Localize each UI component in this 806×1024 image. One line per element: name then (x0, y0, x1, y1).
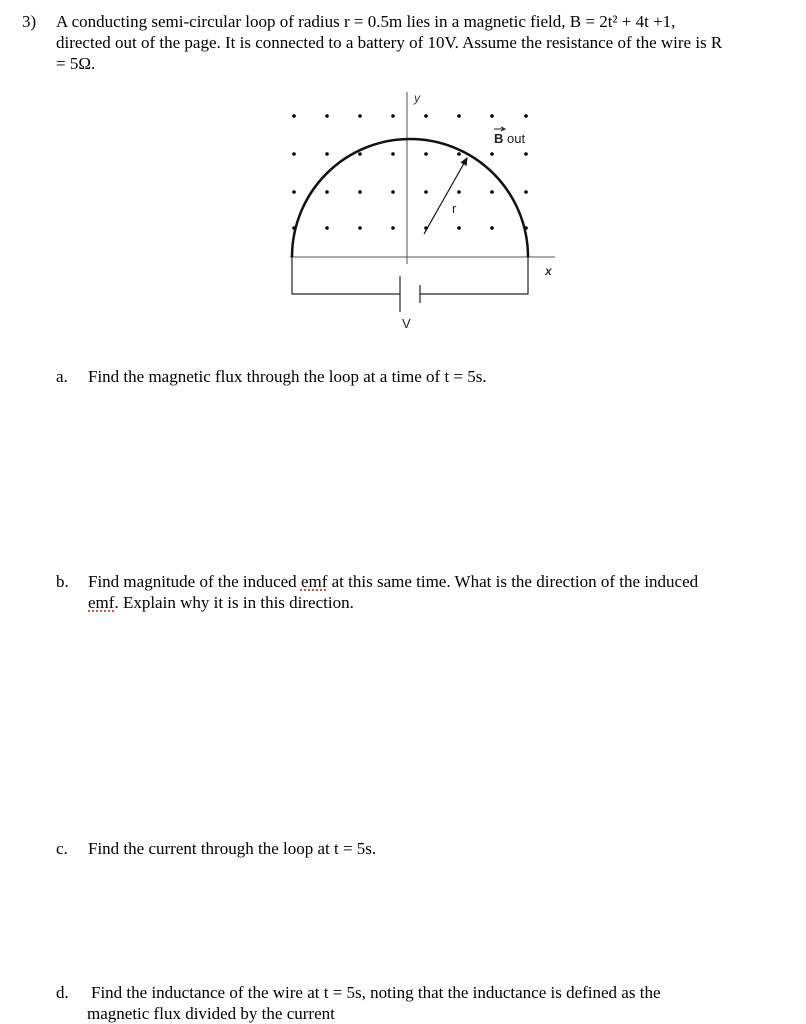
y-axis-label: y (414, 91, 420, 105)
part-d-line-2: magnetic flux divided by the current (87, 1004, 335, 1023)
field-dot (358, 152, 362, 156)
part-c-letter: c. (56, 839, 68, 858)
part-c-text: Find the current through the loop at t = 5s. (88, 839, 377, 858)
field-dot (391, 190, 395, 194)
field-dot (524, 114, 528, 118)
field-dot (325, 226, 329, 230)
field-dot (391, 226, 395, 230)
question-number: 3) (22, 12, 37, 31)
field-dot (325, 114, 329, 118)
x-axis-label: x (545, 264, 552, 278)
field-dot (292, 152, 296, 156)
field-dot (358, 114, 362, 118)
field-dot (391, 114, 395, 118)
part-b-word-emf-2: emf (88, 593, 115, 612)
field-dot (424, 114, 428, 118)
field-dot (325, 190, 329, 194)
field-dot (424, 152, 428, 156)
field-dot (457, 114, 461, 118)
field-dot (292, 114, 296, 118)
part-b-letter: b. (56, 572, 69, 591)
field-dot (358, 226, 362, 230)
radius-line (424, 158, 467, 234)
field-dot (457, 190, 461, 194)
part-d-letter: d. (56, 983, 69, 1002)
field-dot (490, 190, 494, 194)
semicircle-arc (292, 139, 528, 257)
part-b-line-2 (88, 592, 806, 613)
part-b-text-after: . Explain why it is in this direction. (114, 593, 354, 612)
field-dot (325, 152, 329, 156)
question-text (56, 11, 801, 74)
semicircle-loop-diagram (270, 88, 580, 338)
circuit-wire-right (422, 257, 528, 294)
field-dot (391, 152, 395, 156)
part-b-text-mid: at this same time. What is the direction of the induced (327, 572, 699, 591)
field-dot (524, 152, 528, 156)
field-dot (490, 226, 494, 230)
part-b-text-before: Find magnitude of the induced (88, 572, 301, 591)
battery-label: V (402, 316, 411, 331)
part-a-letter: a. (56, 367, 68, 386)
field-dot (524, 190, 528, 194)
circuit-wire-left (292, 257, 392, 294)
field-dot (424, 190, 428, 194)
field-dot (457, 152, 461, 156)
field-dot (457, 226, 461, 230)
field-direction-label: out (507, 131, 526, 146)
field-dot (292, 190, 296, 194)
part-a-text: Find the magnetic flux through the loop at a time of t = 5s. (88, 367, 487, 386)
part-d-line-1: Find the inductance of the wire at t = 5s, noting that the inductance is defined as the (91, 983, 661, 1002)
question-line-3: = 5Ω. (56, 54, 96, 73)
part-b-text (88, 571, 806, 613)
question-line-1: A conducting semi-circular loop of radius r = 0.5m lies in a magnetic field, B = 2t² + 4t +1, (56, 12, 676, 31)
field-dot (490, 114, 494, 118)
radius-label: r (452, 201, 457, 216)
part-d-text (87, 982, 781, 1024)
field-label-B: B (494, 131, 504, 146)
question-line-2: directed out of the page. It is connected to a battery of 10V. Assume the resistance of the wire is R (56, 33, 723, 52)
field-dot (490, 152, 494, 156)
part-b-line-1 (88, 571, 806, 592)
field-dot (358, 190, 362, 194)
part-b-word-emf-1: emf (300, 572, 328, 591)
